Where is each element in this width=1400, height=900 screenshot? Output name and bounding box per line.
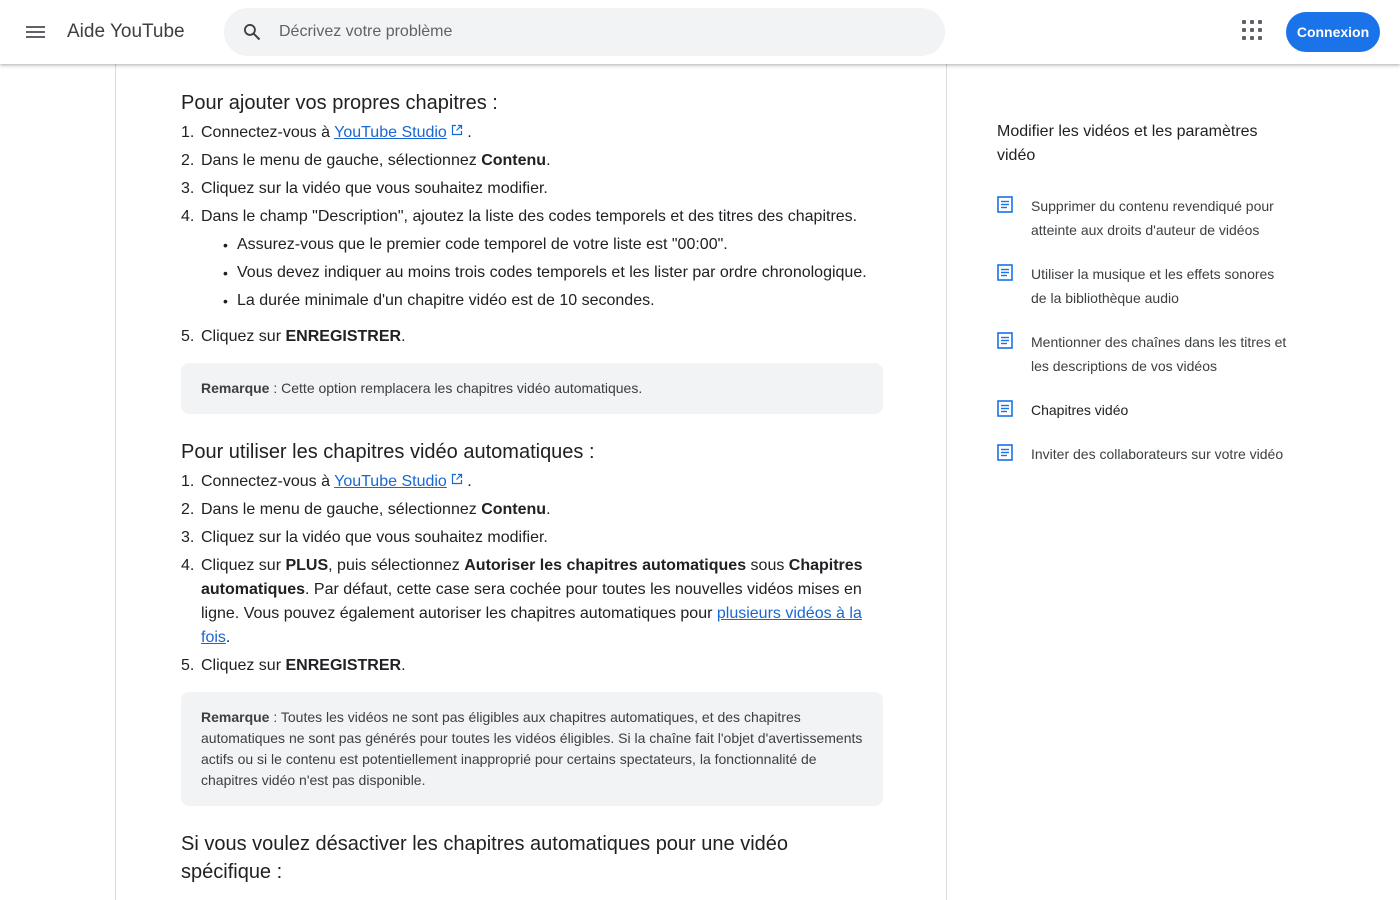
list-item — [181, 325, 883, 349]
step-text: sous — [746, 557, 789, 574]
note-text: : Cette option remplacera les chapitres vidéo automatiques. — [269, 380, 643, 396]
step-number: 3. — [181, 529, 195, 546]
step-number: 2. — [181, 152, 195, 169]
article-icon — [997, 264, 1013, 281]
step-text: Dans le menu de gauche, sélectionnez — [201, 152, 482, 169]
list-item — [181, 470, 883, 494]
step-text: . — [462, 124, 472, 141]
step-text: , puis sélectionnez — [328, 557, 465, 574]
list-item — [181, 526, 883, 550]
article-icon — [997, 332, 1013, 349]
note-label: Remarque — [201, 709, 270, 725]
section-heading-disable-auto: Si vous voulez désactiver les chapitres automatiques pour une vidéo spécifique : — [181, 833, 789, 883]
menu-icon[interactable] — [20, 16, 52, 48]
list-item — [181, 654, 883, 678]
sidebar-item-label: Supprimer du contenu revendiqué pour atteinte aux droits d'auteur de vidéos — [1031, 198, 1274, 238]
step-number: 1. — [181, 473, 195, 490]
sidebar-item-label: Mentionner des chaînes dans les titres et les descriptions de vos vidéos — [1031, 334, 1287, 374]
search-bar[interactable] — [224, 8, 945, 56]
bullet-item: • La durée minimale d'un chapitre vidéo est de 10 secondes. — [217, 289, 883, 313]
note-box — [181, 363, 883, 414]
bullet-list — [201, 233, 883, 313]
external-link-icon — [451, 473, 463, 485]
note-label: Remarque — [201, 380, 270, 396]
step-number: 4. — [181, 557, 195, 574]
step-text: . — [401, 328, 406, 345]
step-text: Cliquez sur la vidéo que vous souhaitez modifier. — [201, 529, 548, 546]
step-number: 2. — [181, 501, 195, 518]
bullet-item: • Assurez-vous que le premier code temporel de votre liste est "00:00". — [217, 233, 883, 257]
list-item — [181, 205, 883, 313]
step-text: . — [546, 501, 551, 518]
search-icon[interactable] — [242, 22, 262, 42]
step-text: Connectez-vous à — [201, 473, 335, 490]
sidebar-item-label: Chapitres vidéo — [1031, 402, 1129, 418]
step-bold: Contenu — [481, 501, 547, 518]
sidebar-item-video-chapters[interactable] — [997, 398, 1287, 422]
list-item — [181, 554, 883, 650]
step-number: 3. — [181, 180, 195, 197]
section-heading-add-chapters: Pour ajouter vos propres chapitres : — [181, 92, 498, 114]
sidebar-item-audio-library[interactable] — [997, 262, 1287, 310]
apps-grid-icon[interactable] — [1240, 18, 1268, 46]
note-text: : Toutes les vidéos ne sont pas éligibles aux chapitres automatiques, et des chapitres automatiques ne sont pas générés pour toutes les vidéos éligibles. Si la chaîne fait l'objet d'avertissements actifs ou si le contenu est potentiellement inapproprié pour certains spectateurs, la fonctionnalité de chapitres vidéo n'est pas disponible. — [201, 709, 863, 788]
step-text: Dans le champ "Description", ajoutez la liste des codes temporels et des titres des chapitres. — [201, 208, 858, 225]
top-bar — [0, 0, 1400, 64]
list-item — [181, 121, 883, 145]
article-icon — [997, 444, 1013, 461]
step-number: 4. — [181, 208, 195, 225]
step-bold: Autoriser les chapitres automatiques — [464, 557, 747, 574]
steps-list — [181, 470, 883, 678]
step-number: 5. — [181, 657, 195, 674]
step-bold: Contenu — [481, 152, 547, 169]
step-text: . — [401, 657, 406, 674]
list-item — [181, 149, 883, 173]
step-text: . — [546, 152, 551, 169]
external-link-icon — [451, 124, 463, 136]
step-bold: PLUS — [285, 557, 329, 574]
step-text: Cliquez sur la vidéo que vous souhaitez modifier. — [201, 180, 548, 197]
youtube-studio-link[interactable]: YouTube Studio — [334, 473, 447, 490]
step-text: . — [462, 473, 472, 490]
brand-title[interactable]: Aide YouTube — [67, 21, 185, 42]
step-text: Dans le menu de gauche, sélectionnez — [201, 501, 482, 518]
sidebar-item-mention-channels[interactable] — [997, 330, 1287, 378]
section-heading-auto-chapters: Pour utiliser les chapitres vidéo automatiques : — [181, 441, 595, 463]
step-bold: ENREGISTRER — [285, 657, 402, 674]
article-content — [181, 64, 883, 886]
sidebar-item-label: Inviter des collaborateurs sur votre vidéo — [1031, 446, 1284, 462]
related-articles-sidebar — [997, 120, 1287, 466]
sidebar-title: Modifier les vidéos et les paramètres vidéo — [997, 123, 1258, 164]
list-item — [181, 177, 883, 201]
list-item — [181, 498, 883, 522]
article-panel — [115, 64, 947, 900]
article-icon — [997, 400, 1013, 417]
steps-list — [181, 121, 883, 349]
search-input[interactable] — [279, 8, 919, 56]
step-bold: ENREGISTRER — [285, 328, 402, 345]
step-text: . Par défaut, cette case sera cochée pour toutes les nouvelles vidéos mises en ligne. Vous pouvez également autoriser les chapitres automatiques pour — [201, 581, 862, 622]
step-number: 5. — [181, 328, 195, 345]
bullet-item: • Vous devez indiquer au moins trois codes temporels et les lister par ordre chronologique. — [217, 261, 883, 285]
step-bold: Chapitres automatiques — [201, 557, 863, 598]
step-text: Connectez-vous à — [201, 124, 335, 141]
signin-button[interactable]: Connexion — [1286, 12, 1380, 52]
article-icon — [997, 196, 1013, 213]
step-text: Cliquez sur — [201, 328, 286, 345]
step-text: Cliquez sur — [201, 657, 286, 674]
sidebar-item-label: Utiliser la musique et les effets sonores de la bibliothèque audio — [1031, 266, 1275, 306]
sidebar-item-collaborators[interactable] — [997, 442, 1287, 466]
youtube-studio-link[interactable]: YouTube Studio — [334, 124, 447, 141]
multiple-videos-link[interactable]: plusieurs vidéos à la fois — [201, 605, 862, 646]
sidebar-item-copyright-claims[interactable] — [997, 194, 1287, 242]
note-box — [181, 692, 883, 806]
step-text: . — [225, 629, 231, 646]
step-text: Cliquez sur — [201, 557, 286, 574]
step-number: 1. — [181, 124, 195, 141]
